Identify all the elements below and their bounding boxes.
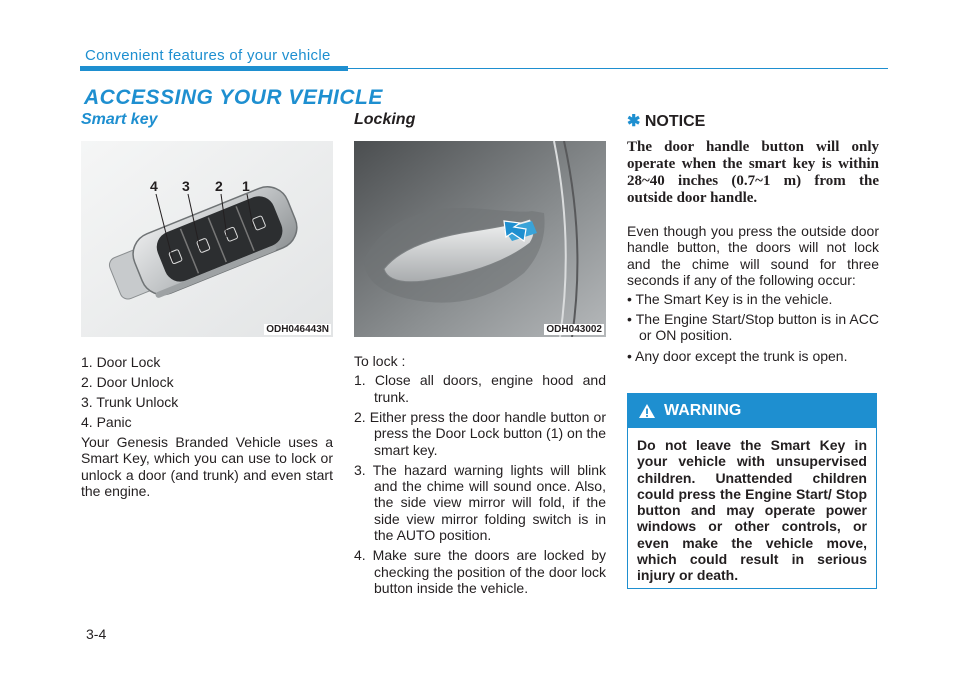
callout-3: 3 [182, 178, 190, 194]
warning-text: Do not leave the Smart Key in your vehicle with unsupervised children. Unattended children could press the Engine Start/ Stop button and may operate power windows or other controls, or even make the vehicle move, which could result in serious injury or death. [637, 437, 867, 584]
door-handle-figure [354, 141, 606, 337]
smart-key-title: Smart key [81, 111, 158, 128]
notice-text: Even though you press the outside door handle button, the doors will not lock and the chime will sound for three seconds if any of the following occur: [627, 223, 879, 289]
button-item: 2. Door Unlock [81, 374, 174, 390]
warning-header [628, 394, 876, 428]
locking-steps [354, 372, 606, 596]
locking-step: 4. Make sure the doors are locked by checking the position of the door lock button inside the vehicle. [354, 547, 606, 597]
warning-title: WARNING [664, 402, 742, 419]
button-list [81, 354, 333, 430]
button-item: 1. Door Lock [81, 354, 161, 370]
header-rule [348, 68, 888, 69]
callout-2: 2 [215, 178, 223, 194]
warning-box [627, 393, 877, 589]
notice-bold-text: The door handle button will only operate when the smart key is within 28~40 inches (0.7~1 m) from the outside door handle. [627, 139, 879, 206]
notice-heading [627, 111, 879, 131]
locking-step: 3. The hazard warning lights will blink and the chime will sound once. Also, the side view mirror will fold, if the side view mirror folding switch is in the AUTO position. [354, 461, 606, 544]
notice-bullet: • Any door except the trunk is open. [627, 347, 848, 364]
header-bar [80, 66, 348, 71]
notice-column [627, 110, 879, 368]
smart-key-illustration [81, 141, 333, 337]
button-item: 4. Panic [81, 414, 132, 430]
notice-bullets [627, 291, 879, 365]
figure-code: ODH043002 [546, 324, 602, 335]
notice-star-icon: ✱ [627, 113, 641, 130]
warning-triangle-icon [638, 403, 656, 419]
section-title: ACCESSING YOUR VEHICLE [84, 86, 383, 109]
smart-key-figure [81, 141, 333, 337]
page-number: 3-4 [86, 626, 107, 642]
notice-bullet: • The Smart Key is in the vehicle. [627, 290, 833, 307]
notice-title: NOTICE [644, 113, 706, 130]
locking-step: 1. Close all doors, engine hood and trunk. [354, 372, 606, 405]
chapter-title: Convenient features of your vehicle [85, 47, 331, 64]
callout-4: 4 [150, 178, 158, 194]
locking-intro: To lock : [354, 353, 406, 369]
locking-title: Locking [354, 111, 416, 128]
callout-1: 1 [242, 178, 250, 194]
door-handle-illustration [354, 141, 606, 337]
locking-step: 2. Either press the door handle button or press the Door Lock button (1) on the smart key. [354, 408, 606, 458]
smart-key-description: Your Genesis Branded Vehicle uses a Smart Key, which you can use to lock or unlock a door (and trunk) and even start the engine. [81, 434, 333, 500]
locking-column [354, 110, 606, 600]
figure-code: ODH046443N [266, 324, 329, 335]
smart-key-column [81, 110, 333, 500]
button-item: 3. Trunk Unlock [81, 394, 179, 410]
notice-bullet: • The Engine Start/Stop button is in ACC or ON position. [627, 311, 879, 344]
